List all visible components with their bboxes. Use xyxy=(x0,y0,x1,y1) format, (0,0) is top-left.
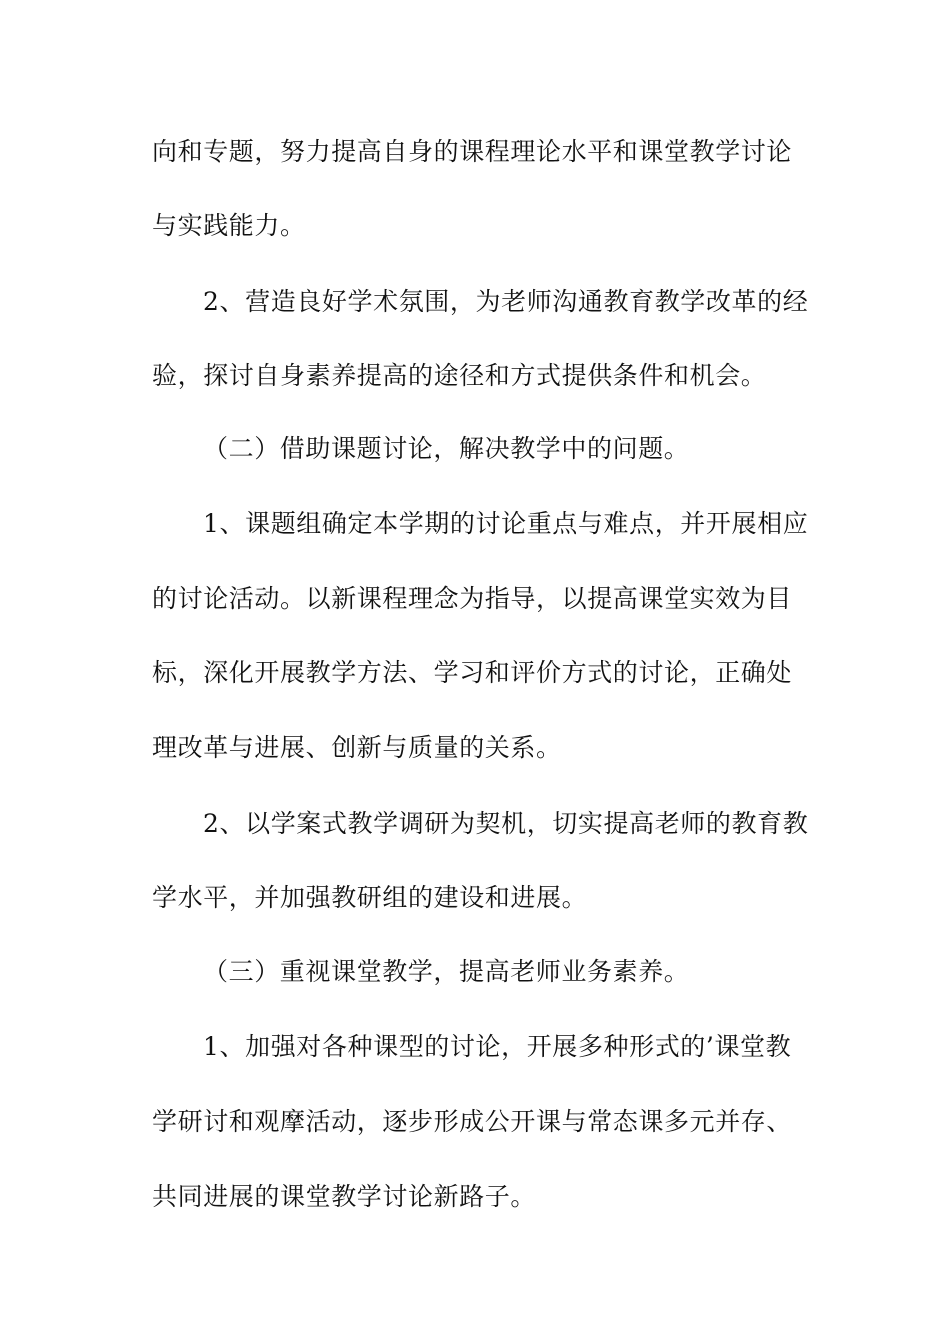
text-line: 向和专题，努力提高自身的课程理论水平和课堂教学讨论 xyxy=(152,137,793,166)
text-line: 2、营造良好学术氛围，为老师沟通教育教学改革的经 xyxy=(203,287,809,316)
text-line: 共同进展的课堂教学讨论新路子。 xyxy=(152,1182,537,1211)
section-heading: （三）重视课堂教学，提高老师业务素养。 xyxy=(203,957,690,986)
text-line: 与实践能力。 xyxy=(152,211,306,240)
text-line: 学水平，并加强教研组的建设和进展。 xyxy=(152,883,588,912)
text-line: 1、课题组确定本学期的讨论重点与难点，并开展相应 xyxy=(203,509,809,538)
section-heading: （二）借助课题讨论，解决教学中的问题。 xyxy=(203,434,690,463)
text-line: 1、加强对各种课型的讨论，开展多种形式的’课堂教 xyxy=(203,1032,792,1061)
text-line: 的讨论活动。以新课程理念为指导，以提高课堂实效为目 xyxy=(152,584,793,613)
text-line: 学研讨和观摩活动，逐步形成公开课与常态课多元并存、 xyxy=(152,1107,793,1136)
text-line: 标，深化开展教学方法、学习和评价方式的讨论，正确处 xyxy=(152,658,793,687)
text-line: 理改革与进展、创新与质量的关系。 xyxy=(152,733,562,762)
text-line: 2、以学案式教学调研为契机，切实提高老师的教育教 xyxy=(203,809,809,838)
text-line: 验，探讨自身素养提高的途径和方式提供条件和机会。 xyxy=(152,361,767,390)
